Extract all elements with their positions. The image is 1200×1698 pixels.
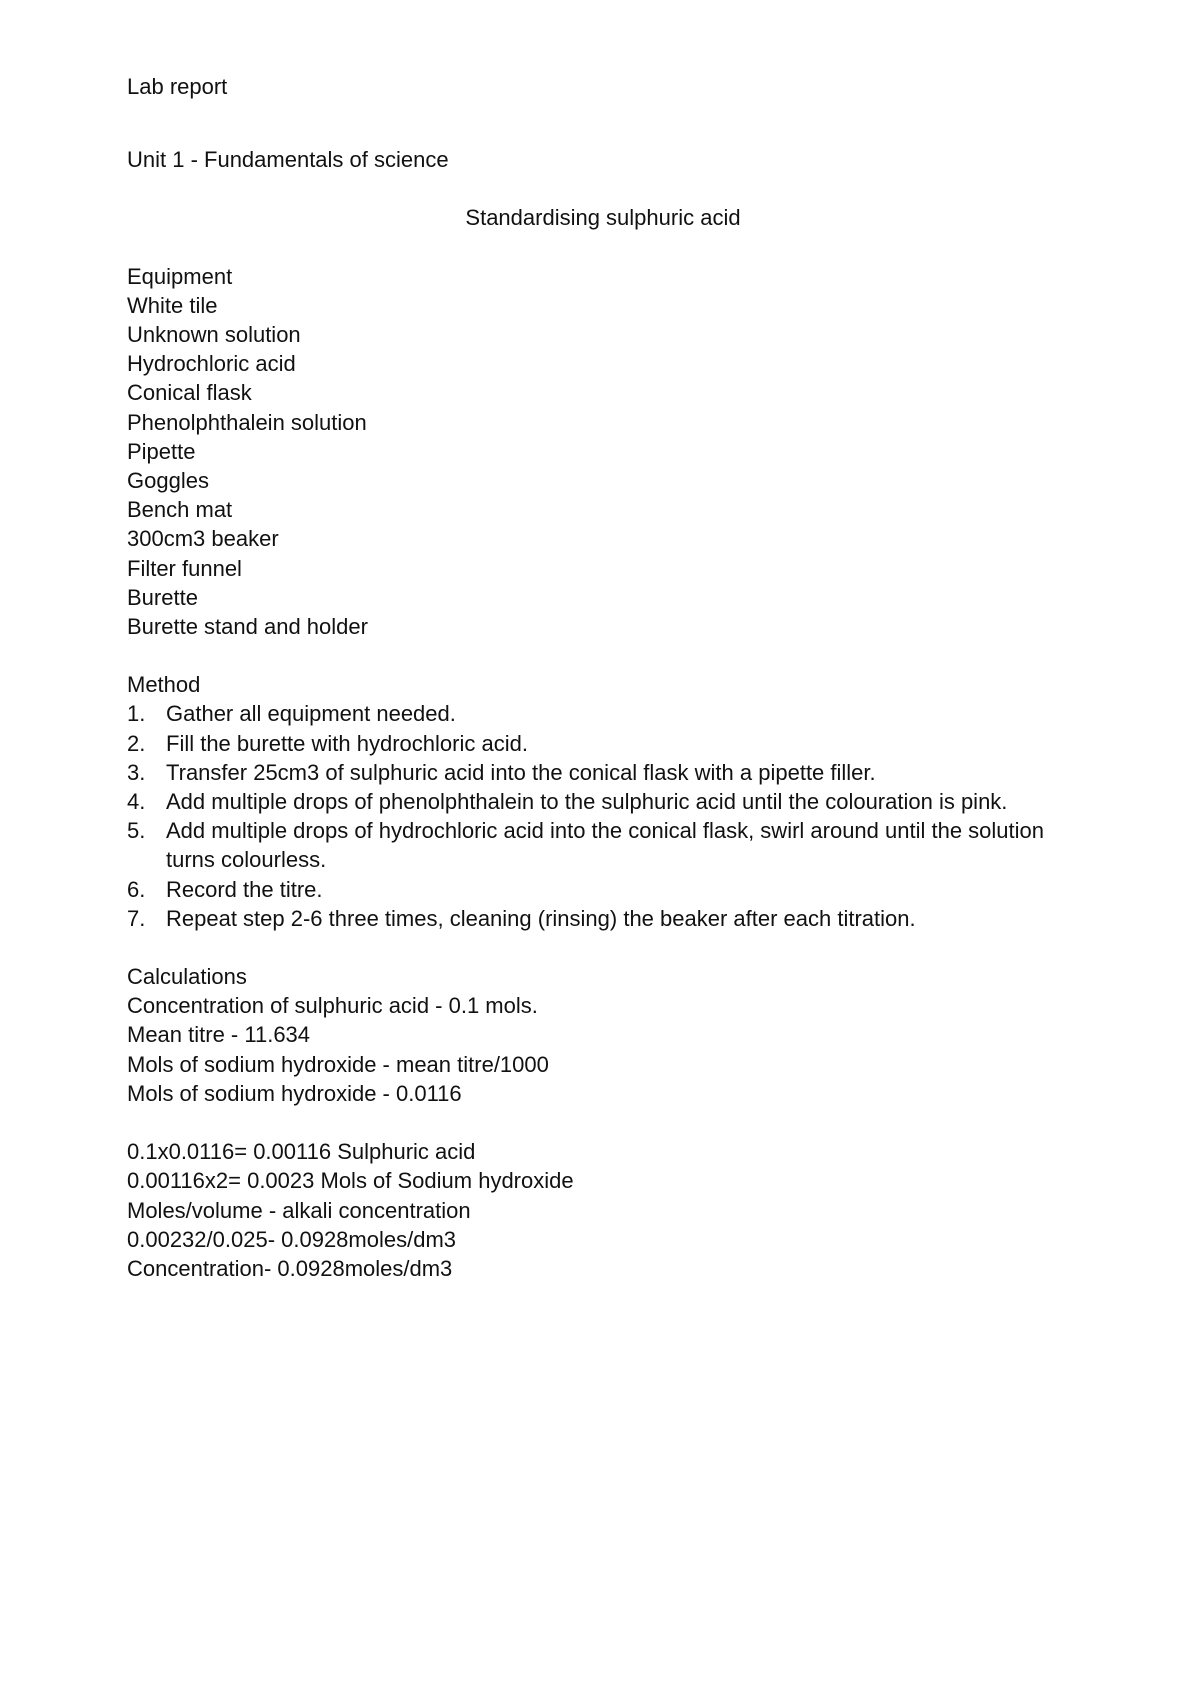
step-number: 5.: [127, 818, 146, 844]
step-number: 3.: [127, 759, 146, 785]
calculation-line: Mean titre - 11.634: [127, 1022, 311, 1048]
spacer: [127, 641, 1067, 670]
calculations-block-2: [127, 1137, 1067, 1283]
calculation-line: Mols of sodium hydroxide - 0.0116: [127, 1080, 462, 1106]
equipment-item: Conical flask: [127, 380, 252, 406]
step-text: Fill the burette with hydrochloric acid.: [166, 730, 528, 756]
step-number: 7.: [127, 905, 146, 931]
equipment-item: White tile: [127, 292, 218, 318]
equipment-item: Phenolphthalein solution: [127, 409, 367, 435]
method-step: [127, 816, 1067, 874]
unit-title: Unit 1 - Fundamentals of science: [127, 147, 449, 173]
equipment-item: Bench mat: [127, 497, 233, 523]
document-content: [127, 72, 1067, 1283]
calculation-line: Concentration of sulphuric acid - 0.1 mols.: [127, 993, 538, 1019]
calculation-line: 0.00116x2= 0.0023 Mols of Sodium hydroxide: [127, 1168, 574, 1194]
equipment-item: Hydrochloric acid: [127, 351, 296, 377]
calculation-line: Mols of sodium hydroxide - mean titre/1000: [127, 1051, 549, 1077]
spacer: [127, 174, 1067, 203]
method-step: [127, 729, 1067, 758]
method-step: [127, 904, 1067, 933]
equipment-list: [127, 291, 1067, 641]
equipment-item: Burette: [127, 584, 198, 610]
equipment-item: Unknown solution: [127, 322, 301, 348]
method-step: [127, 758, 1067, 787]
spacer: [127, 233, 1067, 262]
equipment-item: 300cm3 beaker: [127, 526, 279, 552]
equipment-heading: Equipment: [127, 263, 233, 289]
equipment-item: Goggles: [127, 468, 209, 494]
step-number: 1.: [127, 701, 146, 727]
spacer: [127, 1108, 1067, 1137]
method-step: [127, 787, 1067, 816]
spacer: [127, 933, 1067, 962]
step-text: Gather all equipment needed.: [166, 701, 456, 727]
calculation-line: Concentration- 0.0928moles/dm3: [127, 1255, 453, 1281]
equipment-item: Burette stand and holder: [127, 614, 368, 640]
calculations-heading: Calculations: [127, 964, 247, 990]
calculation-line: 0.00232/0.025- 0.0928moles/dm3: [127, 1226, 457, 1252]
step-text: Transfer 25cm3 of sulphuric acid into the conical flask with a pipette filler.: [166, 759, 876, 785]
step-number: 6.: [127, 876, 146, 902]
calculations-block-1: [127, 991, 1067, 1108]
equipment-item: Pipette: [127, 438, 196, 464]
calculation-line: 0.1x0.0116= 0.00116 Sulphuric acid: [127, 1139, 476, 1165]
calculation-line: Moles/volume - alkali concentration: [127, 1197, 471, 1223]
step-text: Add multiple drops of phenolphthalein to the sulphuric acid until the colouration is pink.: [166, 789, 1008, 815]
step-text: Repeat step 2-6 three times, cleaning (rinsing) the beaker after each titration.: [166, 905, 916, 931]
method-step: [127, 699, 1067, 728]
document-header: Lab report: [127, 74, 228, 99]
step-text: Record the titre.: [166, 876, 323, 902]
method-heading: Method: [127, 672, 201, 698]
method-list: [127, 699, 1067, 933]
step-text: Add multiple drops of hydrochloric acid into the conical flask, swirl around until the solution turns colourless.: [166, 818, 1045, 873]
document-title: Standardising sulphuric acid: [465, 205, 741, 231]
method-step: [127, 875, 1067, 904]
equipment-item: Filter funnel: [127, 555, 242, 581]
step-number: 4.: [127, 789, 146, 815]
spacer: [127, 101, 1067, 145]
step-number: 2.: [127, 730, 146, 756]
